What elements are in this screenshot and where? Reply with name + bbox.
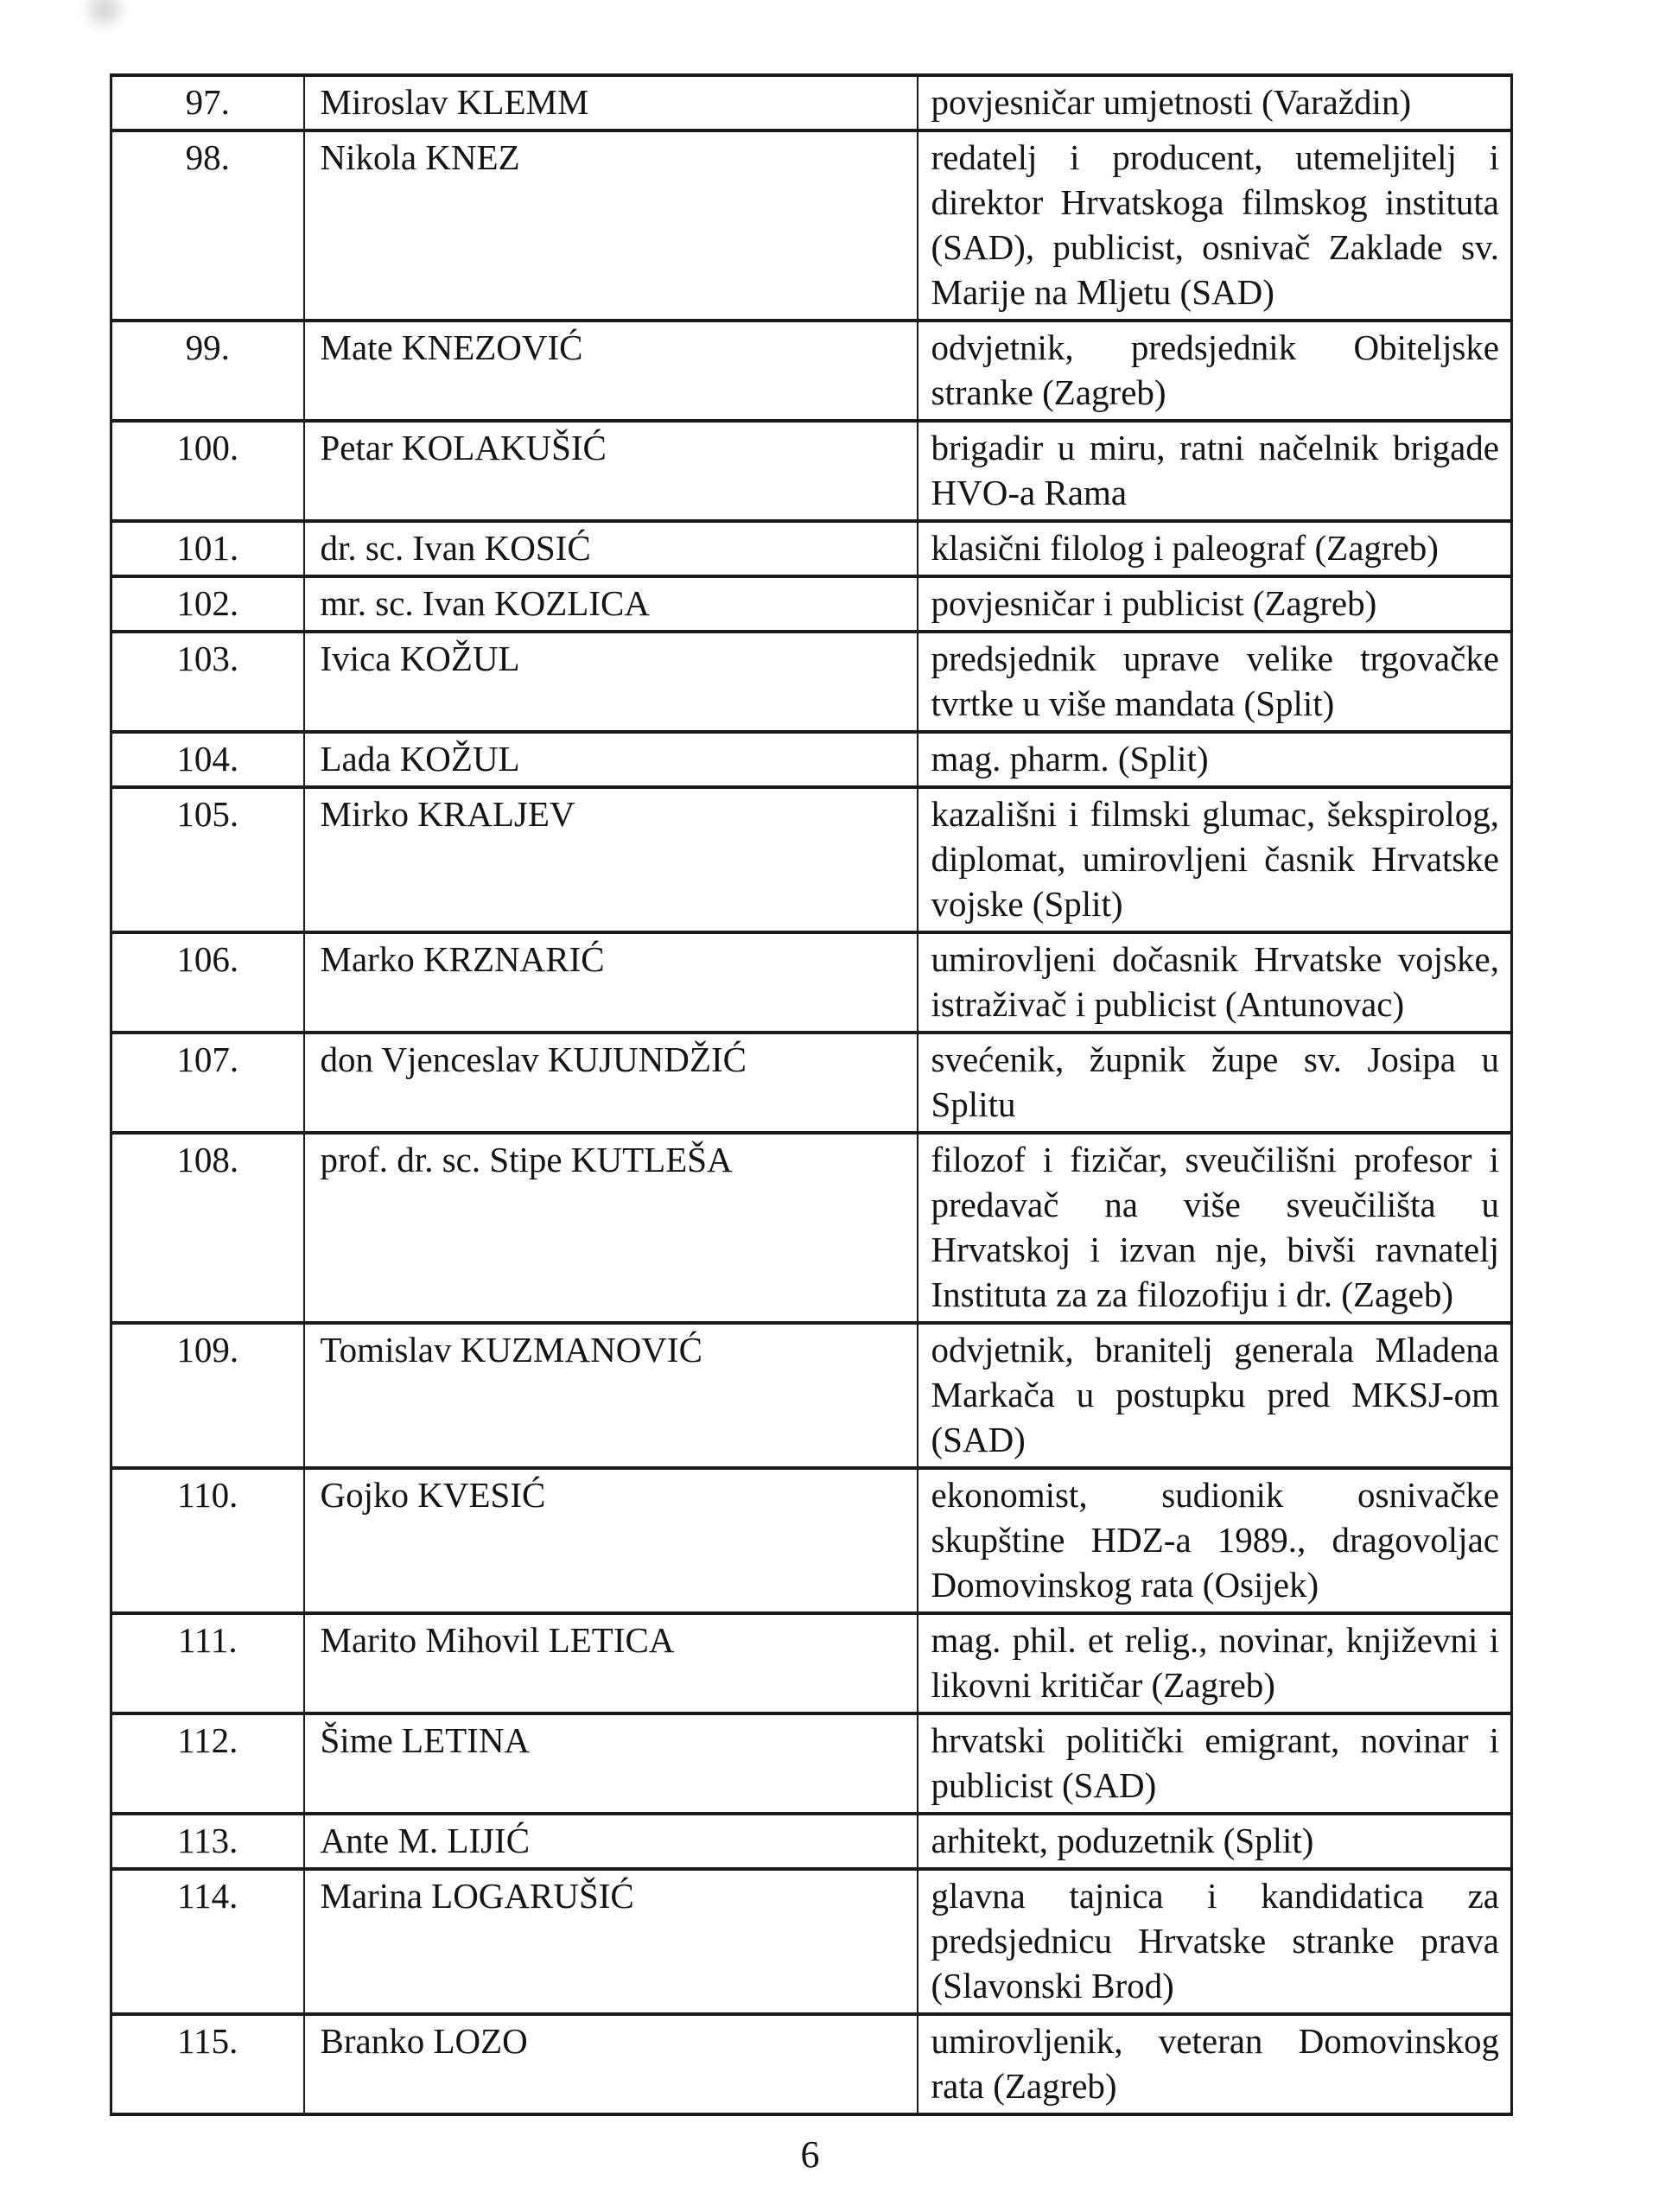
table-row — [111, 321, 1512, 421]
row-number-cell: 102. — [111, 576, 304, 632]
table-row — [111, 1869, 1512, 2014]
row-description-cell: umirovljenik, veteran Domovinskog rata (Zagreb) — [918, 2014, 1512, 2114]
row-number-cell: 107. — [111, 1033, 304, 1133]
row-name-cell: Gojko KVESIĆ — [304, 1468, 918, 1613]
row-name-cell: Mirko KRALJEV — [304, 787, 918, 932]
row-name-cell: Tomislav KUZMANOVIĆ — [304, 1323, 918, 1468]
row-number-cell: 111. — [111, 1613, 304, 1713]
row-description-cell: odvjetnik, branitelj generala Mladena Markača u postupku pred MKSJ-om (SAD) — [918, 1323, 1512, 1468]
row-number-cell: 101. — [111, 521, 304, 576]
row-name-cell: Miroslav KLEMM — [304, 75, 918, 130]
table-row — [111, 2014, 1512, 2114]
row-name-cell: Branko LOZO — [304, 2014, 918, 2114]
row-number-cell: 104. — [111, 732, 304, 787]
row-number-cell: 97. — [111, 75, 304, 130]
row-number-cell: 115. — [111, 2014, 304, 2114]
table-row — [111, 787, 1512, 932]
row-name-cell: Šime LETINA — [304, 1713, 918, 1814]
row-name-cell: Marito Mihovil LETICA — [304, 1613, 918, 1713]
table-row — [111, 521, 1512, 576]
row-description-cell: filozof i fizičar, sveučilišni profesor i predavač na više sveučilišta u Hrvatskoj i izvan nje, bivši ravnatelj Instituta za za filozofiju i dr. (Zageb) — [918, 1133, 1512, 1323]
row-name-cell: prof. dr. sc. Stipe KUTLEŠA — [304, 1133, 918, 1323]
row-description-cell: hrvatski politički emigrant, novinar i publicist (SAD) — [918, 1713, 1512, 1814]
row-number-cell: 110. — [111, 1468, 304, 1613]
row-description-cell: povjesničar i publicist (Zagreb) — [918, 576, 1512, 632]
table-row — [111, 576, 1512, 632]
row-number-cell: 100. — [111, 421, 304, 521]
table-row — [111, 1033, 1512, 1133]
row-description-cell: svećenik, župnik župe sv. Josipa u Splitu — [918, 1033, 1512, 1133]
page-number: 6 — [800, 2133, 820, 2176]
row-number-cell: 108. — [111, 1133, 304, 1323]
table-row — [111, 732, 1512, 787]
row-name-cell: dr. sc. Ivan KOSIĆ — [304, 521, 918, 576]
people-roster-table — [110, 73, 1513, 2116]
table-row — [111, 1613, 1512, 1713]
row-description-cell: povjesničar umjetnosti (Varaždin) — [918, 75, 1512, 130]
table-row — [111, 1323, 1512, 1468]
row-description-cell: mag. pharm. (Split) — [918, 732, 1512, 787]
table-row — [111, 1468, 1512, 1613]
row-name-cell: Ante M. LIJIĆ — [304, 1814, 918, 1869]
table-row — [111, 421, 1512, 521]
table-row — [111, 932, 1512, 1033]
row-number-cell: 114. — [111, 1869, 304, 2014]
row-name-cell: Petar KOLAKUŠIĆ — [304, 421, 918, 521]
row-description-cell: glavna tajnica i kandidatica za predsjednicu Hrvatske stranke prava (Slavonski Brod) — [918, 1869, 1512, 2014]
row-name-cell: don Vjenceslav KUJUNDŽIĆ — [304, 1033, 918, 1133]
row-name-cell: Lada KOŽUL — [304, 732, 918, 787]
table-row — [111, 1713, 1512, 1814]
scan-artifact — [89, 0, 120, 24]
row-number-cell: 113. — [111, 1814, 304, 1869]
row-number-cell: 103. — [111, 632, 304, 732]
row-number-cell: 98. — [111, 130, 304, 321]
row-description-cell: ekonomist, sudionik osnivačke skupštine HDZ-a 1989., dragovoljac Domovinskog rata (Osijek) — [918, 1468, 1512, 1613]
row-number-cell: 109. — [111, 1323, 304, 1468]
row-description-cell: redatelj i producent, utemeljitelj i direktor Hrvatskoga filmskog instituta (SAD), publicist, osnivač Zaklade sv. Marije na Mljetu (SAD) — [918, 130, 1512, 321]
row-description-cell: mag. phil. et relig., novinar, književni i likovni kritičar (Zagreb) — [918, 1613, 1512, 1713]
table-row — [111, 75, 1512, 130]
row-description-cell: kazališni i filmski glumac, šekspirolog, diplomat, umirovljeni časnik Hrvatske vojske (Split) — [918, 787, 1512, 932]
row-name-cell: Marko KRZNARIĆ — [304, 932, 918, 1033]
table-row — [111, 632, 1512, 732]
table-row — [111, 1814, 1512, 1869]
row-number-cell: 105. — [111, 787, 304, 932]
row-description-cell: predsjednik uprave velike trgovačke tvrtke u više mandata (Split) — [918, 632, 1512, 732]
row-description-cell: arhitekt, poduzetnik (Split) — [918, 1814, 1512, 1869]
row-description-cell: brigadir u miru, ratni načelnik brigade HVO-a Rama — [918, 421, 1512, 521]
row-name-cell: Mate KNEZOVIĆ — [304, 321, 918, 421]
row-number-cell: 99. — [111, 321, 304, 421]
row-name-cell: Marina LOGARUŠIĆ — [304, 1869, 918, 2014]
row-name-cell: Nikola KNEZ — [304, 130, 918, 321]
row-name-cell: Ivica KOŽUL — [304, 632, 918, 732]
table-row — [111, 1133, 1512, 1323]
row-description-cell: odvjetnik, predsjednik Obiteljske stranke (Zagreb) — [918, 321, 1512, 421]
row-description-cell: umirovljeni dočasnik Hrvatske vojske, istraživač i publicist (Antunovac) — [918, 932, 1512, 1033]
row-name-cell: mr. sc. Ivan KOZLICA — [304, 576, 918, 632]
table-row — [111, 130, 1512, 321]
row-description-cell: klasični filolog i paleograf (Zagreb) — [918, 521, 1512, 576]
row-number-cell: 112. — [111, 1713, 304, 1814]
row-number-cell: 106. — [111, 932, 304, 1033]
